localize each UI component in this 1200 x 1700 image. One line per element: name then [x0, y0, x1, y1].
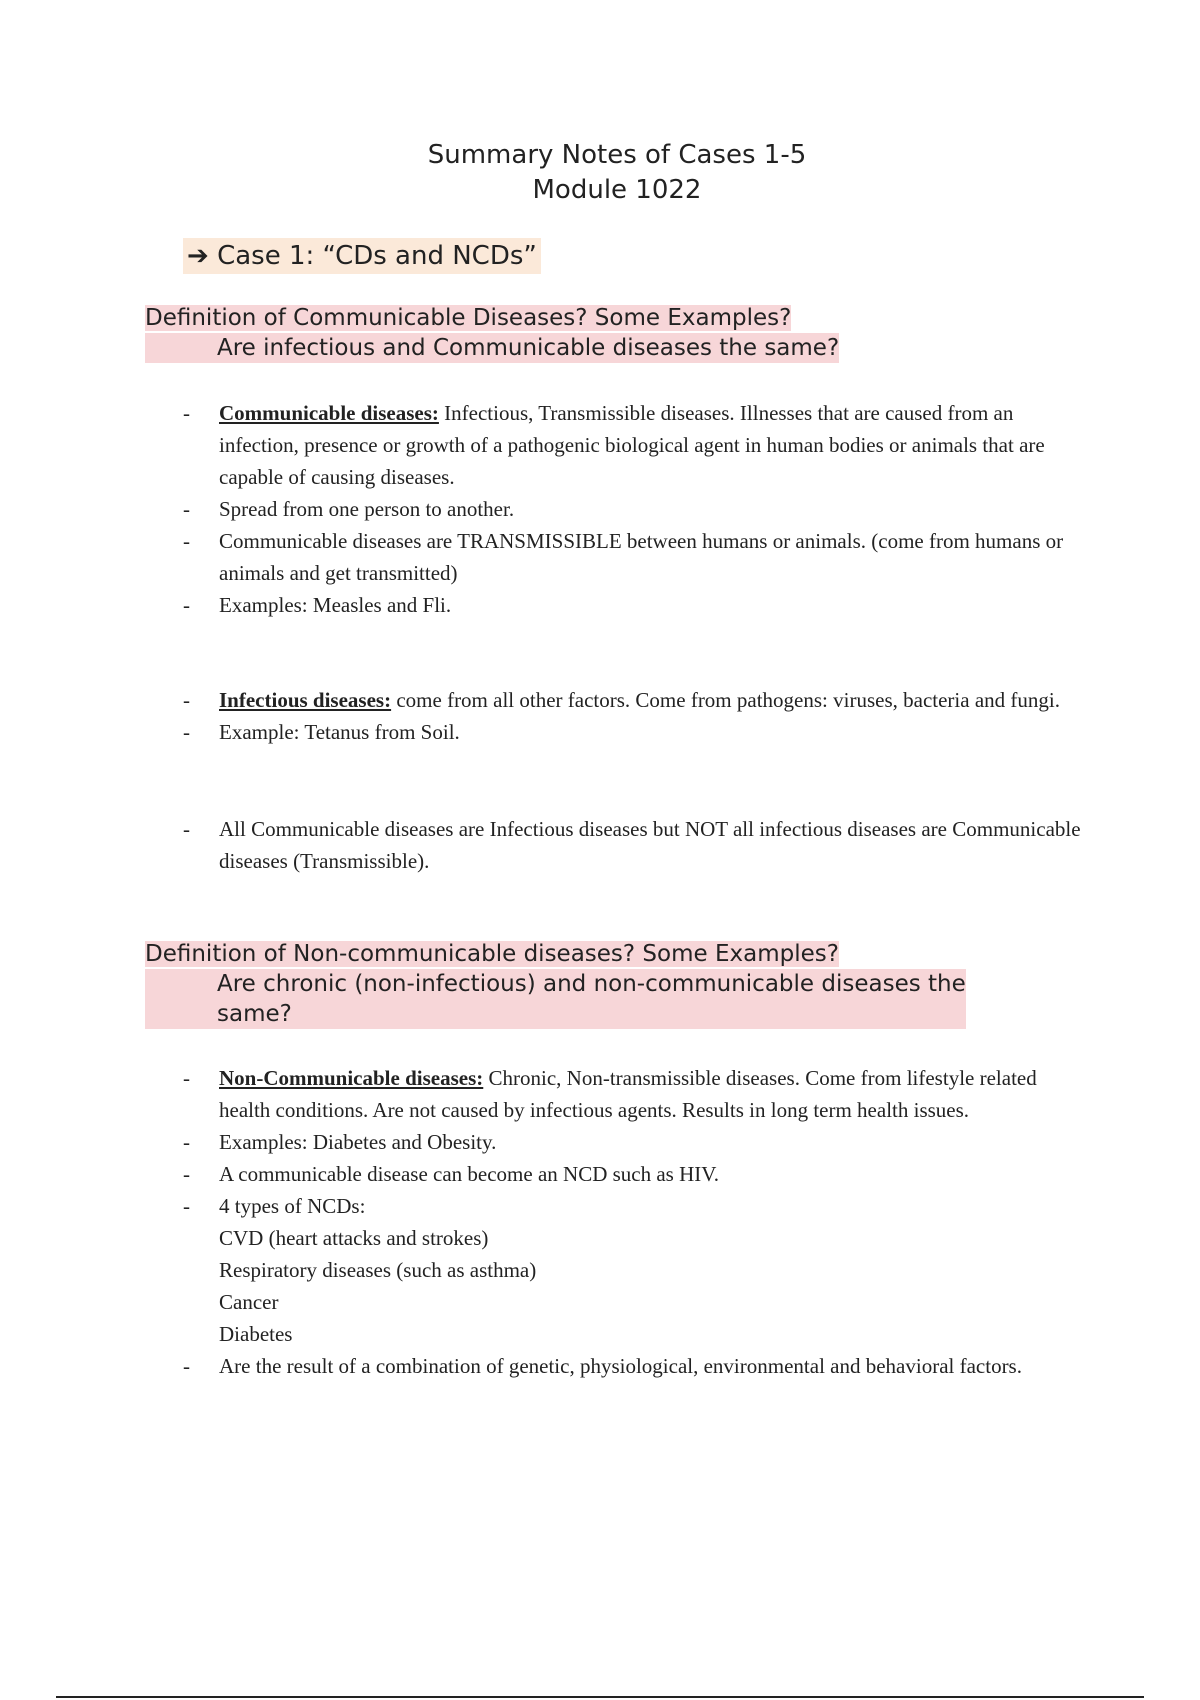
case-heading-text: Case 1: “CDs and NCDs” — [217, 241, 537, 271]
section2-q2b: same? — [217, 1001, 292, 1027]
infectious-list — [183, 684, 1088, 748]
ncd-type: CVD (heart attacks and strokes) — [219, 1226, 489, 1250]
section2-q2a: Are chronic (non-infectious) and non-communicable diseases the — [217, 971, 966, 997]
list-item: - Examples: Measles and Fli. — [183, 589, 1088, 621]
list-item: - Examples: Diabetes and Obesity. — [183, 1126, 1088, 1158]
communicable-list — [183, 397, 1088, 621]
section2-q1: Definition of Non-communicable diseases? Some Examples? — [145, 941, 839, 967]
section1-q1: Definition of Communicable Diseases? Some Examples? — [145, 305, 792, 331]
ncd-type: Respiratory diseases (such as asthma) — [219, 1258, 537, 1282]
list-item: - Communicable diseases: Infectious, Transmissible diseases. Illnesses that are caused from an infection, presence or growth of a pathogenic biological agent in human bodies or animals that are capable of causing diseases. — [183, 397, 1088, 493]
list-item: - Infectious diseases: come from all other factors. Come from pathogens: viruses, bacteria and fungi. — [183, 684, 1088, 716]
section1-question — [145, 303, 839, 363]
title-line-2: Module 1022 — [532, 175, 702, 205]
bottom-rule — [56, 1696, 1144, 1698]
case-heading — [183, 238, 541, 274]
section1-q2: Are infectious and Communicable diseases the same? — [217, 335, 840, 361]
ncd-type: Cancer — [219, 1290, 279, 1314]
list-item: - Example: Tetanus from Soil. — [183, 716, 1088, 748]
comparison-list — [183, 813, 1088, 877]
list-item: - Are the result of a combination of genetic, physiological, environmental and behavioral factors. — [183, 1350, 1088, 1382]
arrow-icon: ➔ — [187, 241, 209, 271]
ncd-type: Diabetes — [219, 1322, 293, 1346]
ncd-list — [183, 1062, 1088, 1382]
list-item: - All Communicable diseases are Infectious diseases but NOT all infectious diseases are Communicable diseases (Transmissible). — [183, 813, 1088, 877]
list-item: - 4 types of NCDs: — [183, 1190, 1088, 1222]
list-item: - Communicable diseases are TRANSMISSIBLE between humans or animals. (come from humans or animals and get transmitted) — [183, 525, 1088, 589]
list-item: - A communicable disease can become an NCD such as HIV. — [183, 1158, 1088, 1190]
section2-question — [145, 939, 966, 1029]
list-item: - Non-Communicable diseases: Chronic, Non-transmissible diseases. Come from lifestyle related health conditions. Are not caused by infectious agents. Results in long term health issues. — [183, 1062, 1088, 1126]
list-item: - Spread from one person to another. — [183, 493, 1088, 525]
title-line-1: Summary Notes of Cases 1-5 — [427, 140, 807, 170]
document-title — [0, 138, 1200, 208]
